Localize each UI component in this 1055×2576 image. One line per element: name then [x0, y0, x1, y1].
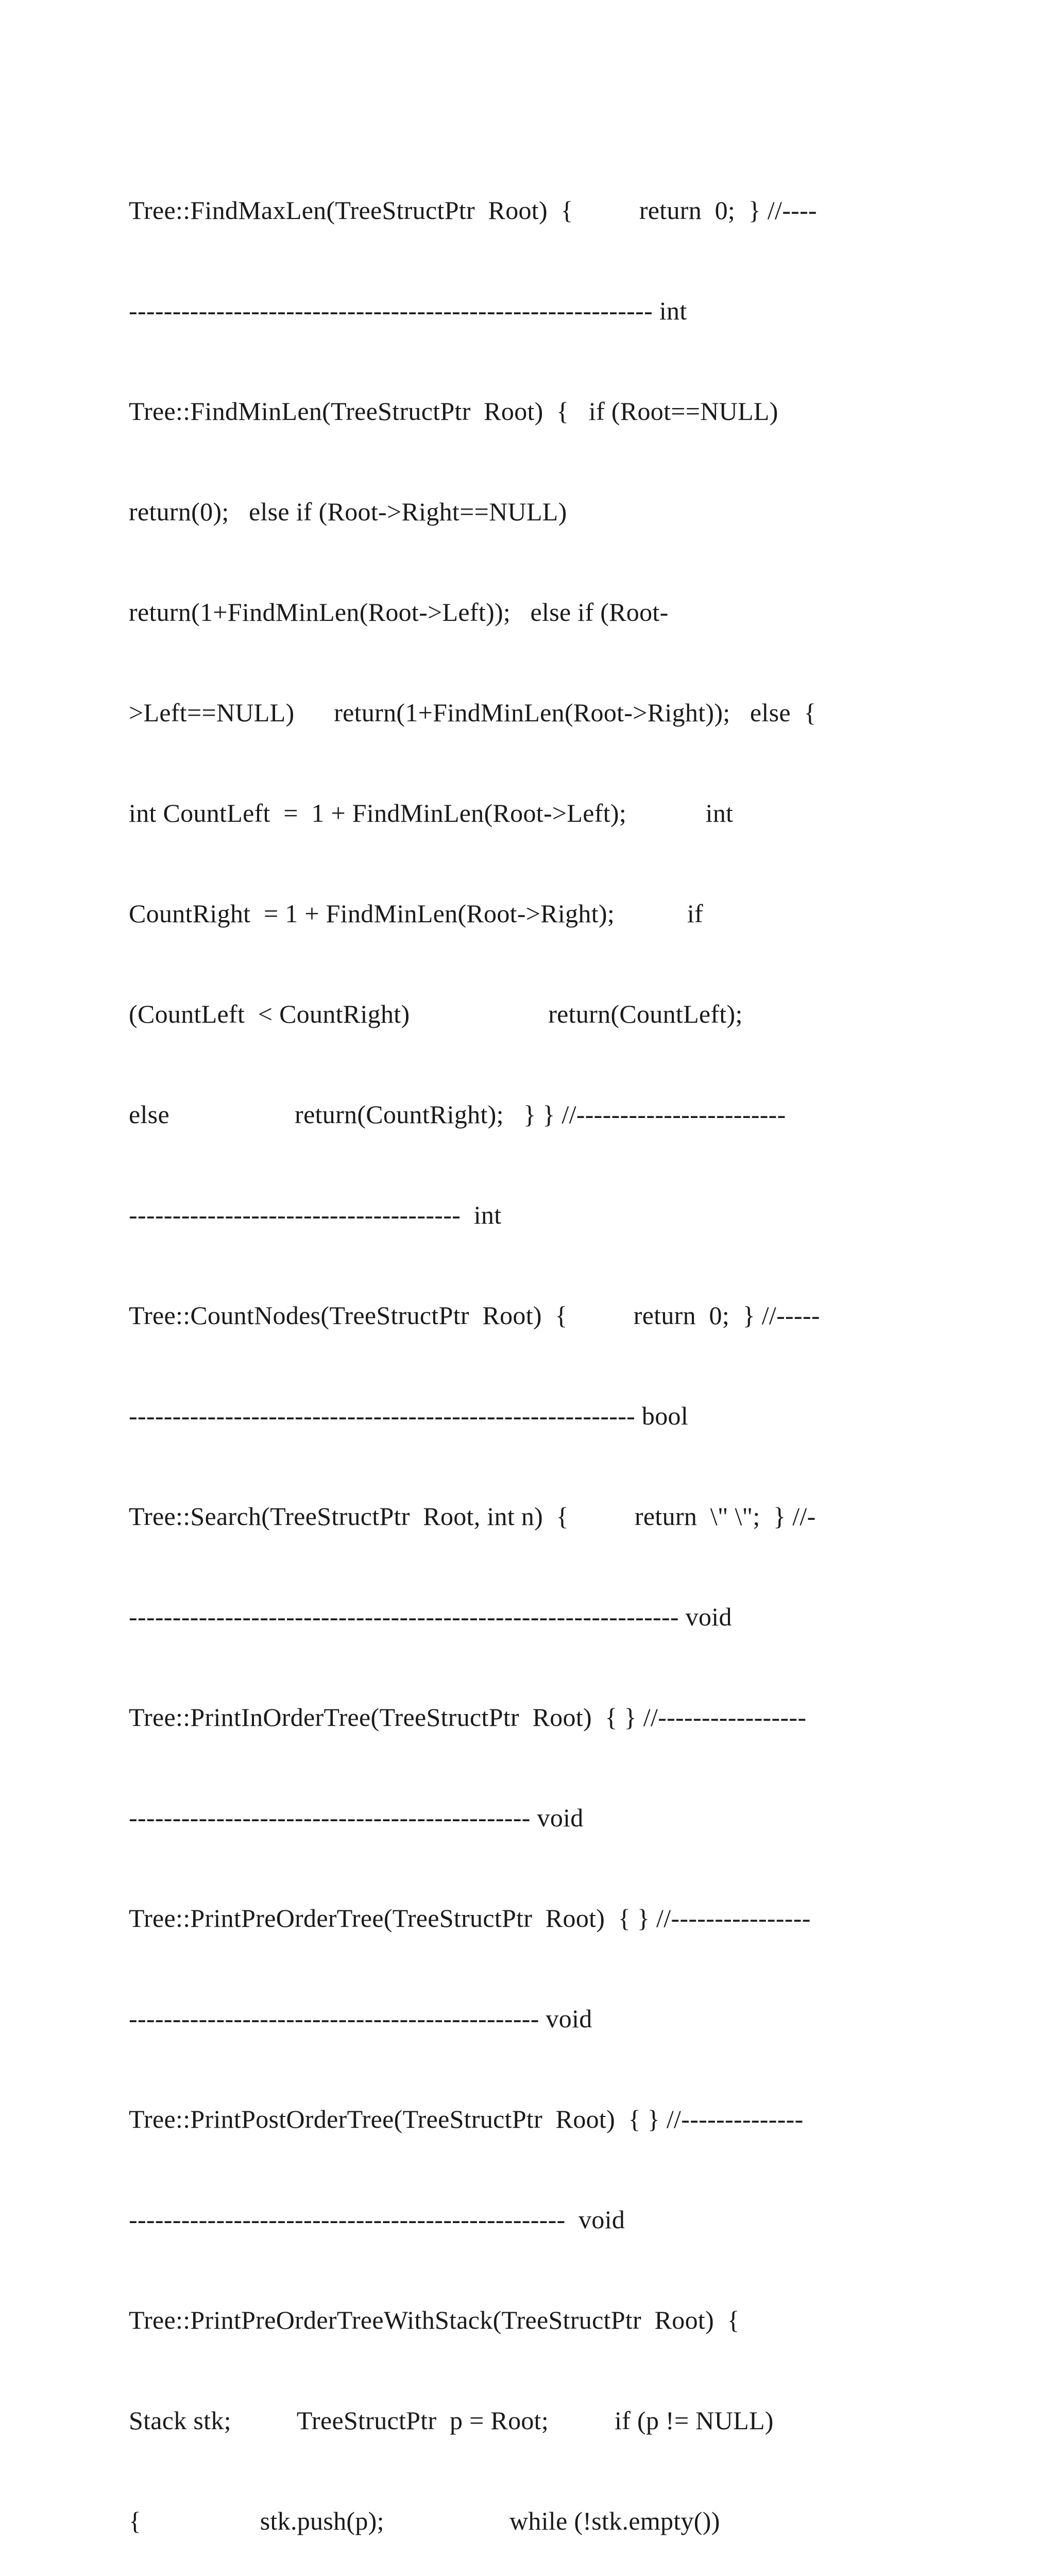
text-line: { stk.push(p); while (!stk.empty()) — [129, 2506, 720, 2535]
text-line: Stack stk; TreeStructPtr p = Root; if (p != NULL) — [129, 2406, 774, 2435]
text-line: Tree::Search(TreeStructPtr Root, int n) { return \" \"; } //- — [129, 1502, 816, 1531]
text-line: Tree::PrintInOrderTree(TreeStructPtr Root) { } //----------------- — [129, 1703, 807, 1732]
text-line: Tree::FindMaxLen(TreeStructPtr Root) { return 0; } //---- — [129, 196, 817, 225]
text-line: int CountLeft = 1 + FindMinLen(Root->Left); int — [129, 799, 734, 827]
text-line: Tree::PrintPreOrderTree(TreeStructPtr Root) { } //---------------- — [129, 1904, 811, 1933]
text-line: -------------------------------------------------- void — [129, 2205, 625, 2234]
text-line: CountRight = 1 + FindMinLen(Root->Right); if — [129, 899, 704, 928]
text-line: ------------------------------------------------------------ int — [129, 296, 687, 325]
text-line: else return(CountRight); } } //------------------------ — [129, 1100, 786, 1129]
text-line: return(0); else if (Root->Right==NULL) — [129, 497, 567, 526]
text-line: (CountLeft < CountRight) return(CountLeft); — [129, 999, 743, 1028]
text-line: -------------------------------------- int — [129, 1200, 502, 1229]
text-line: ----------------------------------------------- void — [129, 2004, 592, 2033]
text-line: --------------------------------------------------------------- void — [129, 1602, 732, 1631]
text-line: >Left==NULL) return(1+FindMinLen(Root->Right)); else { — [129, 698, 816, 727]
text-line: Tree::PrintPostOrderTree(TreeStructPtr Root) { } //-------------- — [129, 2105, 804, 2133]
code-text-block — [129, 127, 943, 2576]
text-line: ---------------------------------------------------------- bool — [129, 1401, 689, 1430]
text-line: ---------------------------------------------- void — [129, 1803, 584, 1832]
text-line: return(1+FindMinLen(Root->Left)); else if (Root- — [129, 598, 669, 626]
text-line: Tree::CountNodes(TreeStructPtr Root) { return 0; } //----- — [129, 1301, 820, 1330]
text-line: Tree::PrintPreOrderTreeWithStack(TreeStructPtr Root) { — [129, 2306, 740, 2334]
text-line: Tree::FindMinLen(TreeStructPtr Root) { if (Root==NULL) — [129, 397, 778, 426]
